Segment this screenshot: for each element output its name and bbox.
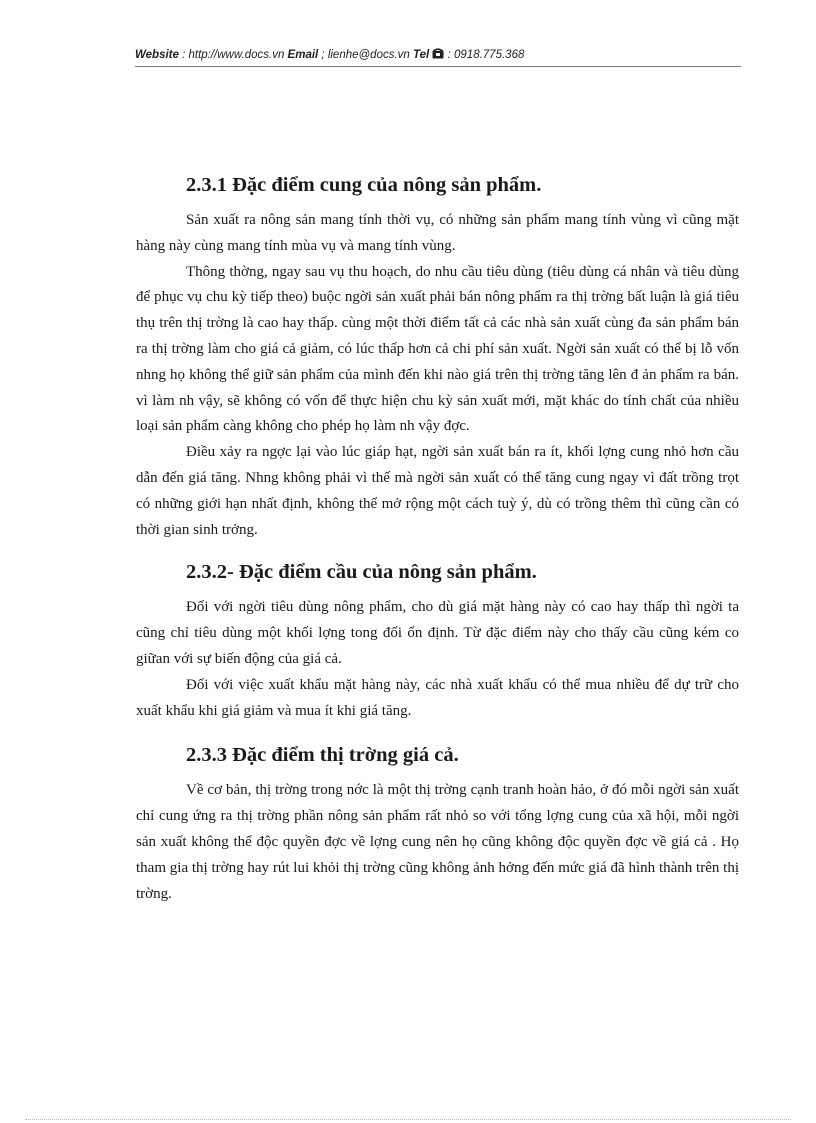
section-heading-2-3-3: 2.3.3 Đặc điểm thị trờng giá cả.	[186, 744, 459, 767]
page-header	[135, 48, 741, 62]
tel-label: Tel	[413, 49, 430, 61]
paragraph: Đối với ngời tiêu dùng nông phẩm, cho dù giá mặt hàng này có cao hay thấp thì ngời ta cũng chỉ tiêu dùng một khối lợng tong đối ổn định. Từ đặc điểm này cho thấy cầu cũng kém co giữan với sự biến động của giá cả.	[136, 599, 739, 667]
footer-divider	[25, 1119, 791, 1120]
paragraph: Đối với việc xuất khẩu mặt hàng này, các nhà xuất khẩu có thể mua nhiều để dự trữ cho xuất khẩu khi giá giảm và mua ít khi giá tăng.	[136, 676, 739, 719]
section-heading-2-3-1: 2.3.1 Đặc điểm cung của nông sản phẩm.	[186, 174, 542, 196]
paragraph: Thông thờng, ngay sau vụ thu hoạch, do nhu cầu tiêu dùng (tiêu dùng cá nhân và tiêu dùng để phục vụ chu kỳ tiếp theo) buộc ngời sản xuất phải bán nông phẩm ra thị trờng bất luận là giá tiêu thụ trên thị trờng là cao hay thấp. cùng một thời điểm tất cả các nhà sản xuất cùng đa sản phẩm bán ra thị trờng làm cho giá cả giảm, có lúc thấp hơn cả chi phí sản xuất. Ngời sản xuất có thể bị lỗ vốn nhng họ không thể giữ sản phẩm của mình đến khi nào giá trên thị trờng tăng lên đ ản phẩm ra bán. vì làm nh vậy, sẽ không có vốn để thực hiện chu kỳ sản xuất mới, mặt khác do tính chất của nhiều loại sản phẩm càng không cho phép họ làm nh vậy đợc.	[136, 263, 739, 435]
website-value: : http://www.docs.vn	[178, 49, 288, 61]
paragraph: Sản xuất ra nông sản mang tính thời vụ, có những sản phẩm mang tính vùng vì cũng mặt hàng này cùng mang tính mùa vụ và mang tính vùng.	[136, 212, 739, 254]
header-rule	[135, 66, 741, 67]
section-heading-2-3-2: 2.3.2- Đặc điểm cầu của nông sản phẩm.	[186, 561, 537, 584]
paragraph: Về cơ bản, thị trờng trong nớc là một thị trờng cạnh tranh hoàn hảo, ở đó mỗi ngời sản xuất chỉ cung ứng ra thị trờng phần nông sản phẩm rất nhỏ so với tổng lợng cung của xã hội, mỗi ngời sản xuất không thể độc quyền đợc về lợng cung nên họ cũng không độc quyền đợc về giá cả . Họ tham gia thị trờng hay rút lui khỏi thị trờng cũng không ảnh hởng đến mức giá đã hình thành trên thị trờng.	[136, 782, 739, 902]
phone-icon	[432, 48, 444, 62]
tel-value: : 0918.775.368	[444, 49, 525, 61]
paragraph: Điều xảy ra ngợc lại vào lúc giáp hạt, ngời sản xuất bán ra ít, khối lợng cung nhỏ hơn cầu dẫn đến giá tăng. Nhng không phải vì thế mà ngời sản xuất có thể tăng cung ngay vì đất trồng trọt có những giới hạn nhất định, không thể mở rộng một cách tuỳ ý, dù có trồng thêm thì cũng cần có thời gian sinh trởng.	[136, 444, 739, 538]
website-label: Website	[135, 49, 179, 61]
email-label: Email	[287, 49, 319, 61]
document-body	[136, 168, 739, 907]
email-value: ; lienhe@docs.vn	[318, 49, 414, 61]
